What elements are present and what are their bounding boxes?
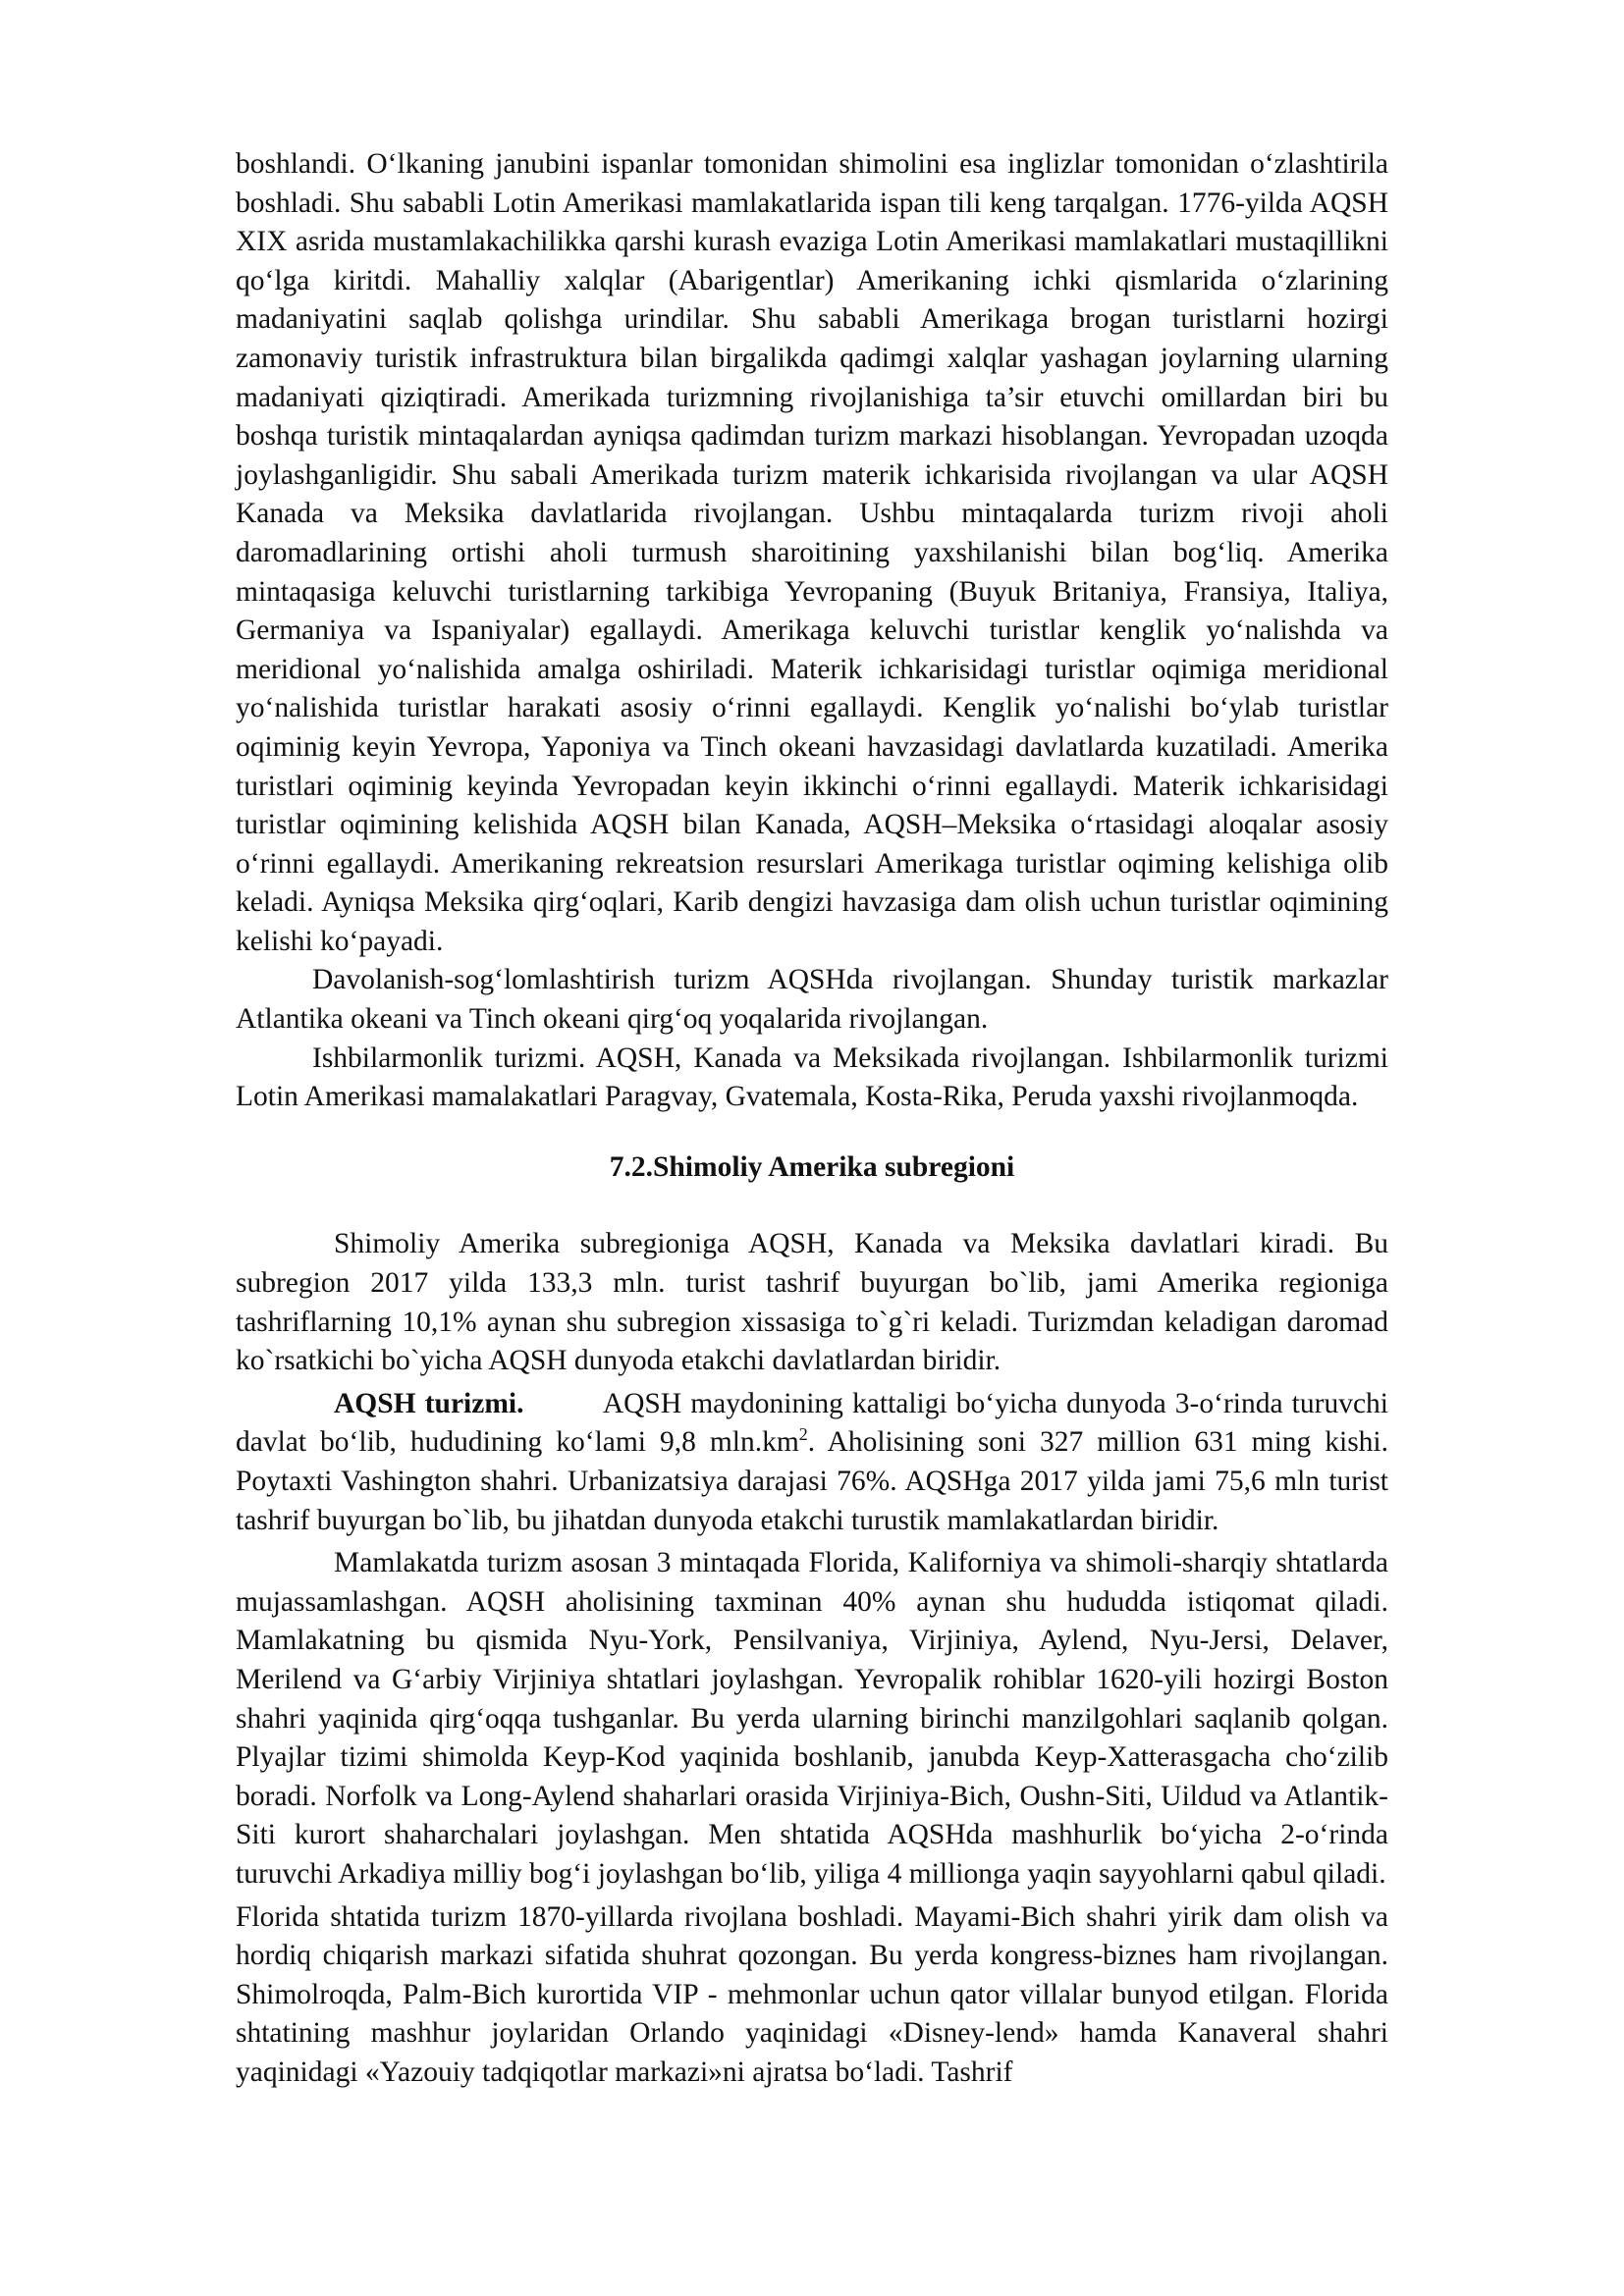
paragraph-regions: Mamlakatda turizm asosan 3 mintaqada Florida, Kaliforniya va shimoli-sharqiy shtatlarda mujassamlashgan. AQSH aholisining taxminan 40% aynan shu hududda istiqomat qiladi. Mamlakatning bu qismida Nyu-York, Pensilvaniya, Virjiniya, Aylend, Nyu-Jersi, Delaver, Merilend va G‘arbiy Virjiniya shtatlari joylashgan. Yevropalik rohiblar 1620-yili hozirgi Boston shahri yaqinida qirg‘oqqa tushganlar. Bu yerda ularning birinchi manzilgohlari saqlanib qolgan. Plyajlar tizimi shimolda Keyp-Kod yaqinida boshlanib, janubda Keyp-Xatterasgacha cho‘zilib boradi. Norfolk va Long-Aylend shaharlari orasida Virjiniya-Bich, Oushn-Siti, Uildud va Atlantik-Siti kurort shaharchalari joylashgan. Men shtatida AQSHda mashhurlik bo‘yicha 2-o‘rinda turuvchi Arkadiya milliy bog‘i joylashgan bo‘lib, yiliga 4 millionga yaqin sayyohlarni qabul qiladi. xyxy=(236,1547,1388,1890)
paragraph-florida: Florida shtatida turizm 1870-yillarda rivojlana boshladi. Mayami-Bich shahri yirik dam olish va hordiq chiqarish markazi sifatida shuhrat qozongan. Bu yerda kongress-biznes ham rivojlangan. Shimolroqda, Palm-Bich kurortida VIP - mehmonlar uchun qator villalar bunyod etilgan. Florida shtatining mashhur joylaridan Orlando yaqinidagi «Disney-lend» hamda Kanaveral shahri yaqinidagi «Yazouiy tadqiqotlar markazi»ni ajratsa bo‘ladi. Tashrif xyxy=(236,1900,1388,2088)
usa-tourism-text-b: . Aholisining soni 327 million 631 ming kishi. Poytaxti Vashington shahri. Urbanizatsiya darajasi 76%. AQSHga 2017 yilda jami 75,6 mln turist tashrif buyurgan bo`lib, bu jihatdan dunyoda etakchi turustik mamlakatlardan biridir. xyxy=(236,1426,1388,1536)
section-heading: 7.2.Shimoliy Amerika subregioni xyxy=(609,1150,1015,1183)
paragraph-subregion: Shimoliy Amerika subregioniga AQSH, Kanada va Meksika davlatlari kiradi. Bu subregion 2017 yilda 133,3 mln. turist tashrif buyurgan bo`lib, jami Amerika regioniga tashriflarning 10,1% aynan shu subregion xissasiga to`g`ri keladi. Turizmdan keladigan daromad ko`rsatkichi bo`yicha AQSH dunyoda etakchi davlatlardan biridir. xyxy=(236,1228,1388,1377)
superscript-two: 2 xyxy=(798,1424,808,1445)
paragraph-business-tourism: Ishbilarmonlik turizmi. AQSH, Kanada va Meksikada rivojlangan. Ishbilarmonlik turizmi Lotin Amerikasi mamalakatlari Paragvay, Gvatemala, Kosta-Rika, Peruda yaxshi rivojlanmoqda. xyxy=(236,1041,1388,1113)
usa-tourism-text-a: AQSH maydonining kattaligi bo‘yicha dunyoda 3-o‘rinda turuvchi davlat bo‘lib, hududining ko‘lami 9,8 mln.km xyxy=(236,1387,1388,1459)
document-page xyxy=(236,145,1388,2093)
paragraph-intro-history: boshlandi. O‘lkaning janubini ispanlar tomonidan shimolini esa inglizlar tomonidan o‘zlashtirila boshladi. Shu sababli Lotin Amerikasi mamlakatlarida ispan tili keng tarqalgan. 1776-yilda AQSH XIX asrida mustamlakachilikka qarshi kurash evaziga Lotin Amerikasi mamlakatlari mustaqillikni qo‘lga kiritdi. Mahalliy xalqlar (Abarigentlar) Amerikaning ichki qismlarida o‘zlarining madaniyatini saqlab qolishga urindilar. Shu sababli Amerikaga brogan turistlarni hozirgi zamonaviy turistik infrastruktura bilan birgalikda qadimgi xalqlar yashagan joylarning ularning madaniyati qiziqtiradi. Amerikada turizmning rivojlanishiga ta’sir etuvchi omillardan biri bu boshqa turistik mintaqalardan ayniqsa qadimdan turizm markazi hisoblangan. Yevropadan uzoqda joylashganligidir. Shu sabali Amerikada turizm materik ichkarisida rivojlangan va ular AQSH Kanada va Meksika davlatlarida rivojlangan. Ushbu mintaqalarda turizm rivoji aholi daromadlarining ortishi aholi turmush sharoitining yaxshilanishi bilan bog‘liq. Amerika mintaqasiga keluvchi turistlarning tarkibiga Yevropaning (Buyuk Britaniya, Fransiya, Italiya, Germaniya va Ispaniyalar) egallaydi. Amerikaga keluvchi turistlar kenglik yo‘nalishda va meridional yo‘nalishida amalga oshiriladi. Materik ichkarisidagi turistlar oqimiga meridional yo‘nalishida turistlar harakati asosiy o‘rinni egallaydi. Kenglik yo‘nalishi bo‘ylab turistlar oqiminig keyin Yevropa, Yaponiya va Tinch okeani havzasidagi davlatlarda kuzatiladi. Amerika turistlari oqiminig keyinda Yevropadan keyin ikkinchi o‘rinni egallaydi. Materik ichkarisidagi turistlar oqimining kelishida AQSH bilan Kanada, AQSH–Meksika o‘rtasidagi aloqalar asosiy o‘rinni egallaydi. Amerikaning rekreatsion resurslari Amerikaga turistlar oqiming kelishiga olib keladi. Ayniqsa Meksika qirg‘oqlari, Karib dengizi havzasiga dam olish uchun turistlar oqimining kelishi ko‘payadi. xyxy=(236,148,1388,957)
usa-tourism-lead: AQSH turizmi. xyxy=(334,1387,524,1419)
paragraph-usa-tourism xyxy=(236,1385,1388,1540)
paragraph-medical-tourism: Davolanish-sog‘lomlashtirish turizm AQSHda rivojlangan. Shunday turistik markazlar Atlantika okeani va Tinch okeani qirg‘oq yoqalarida rivojlangan. xyxy=(236,964,1388,1036)
